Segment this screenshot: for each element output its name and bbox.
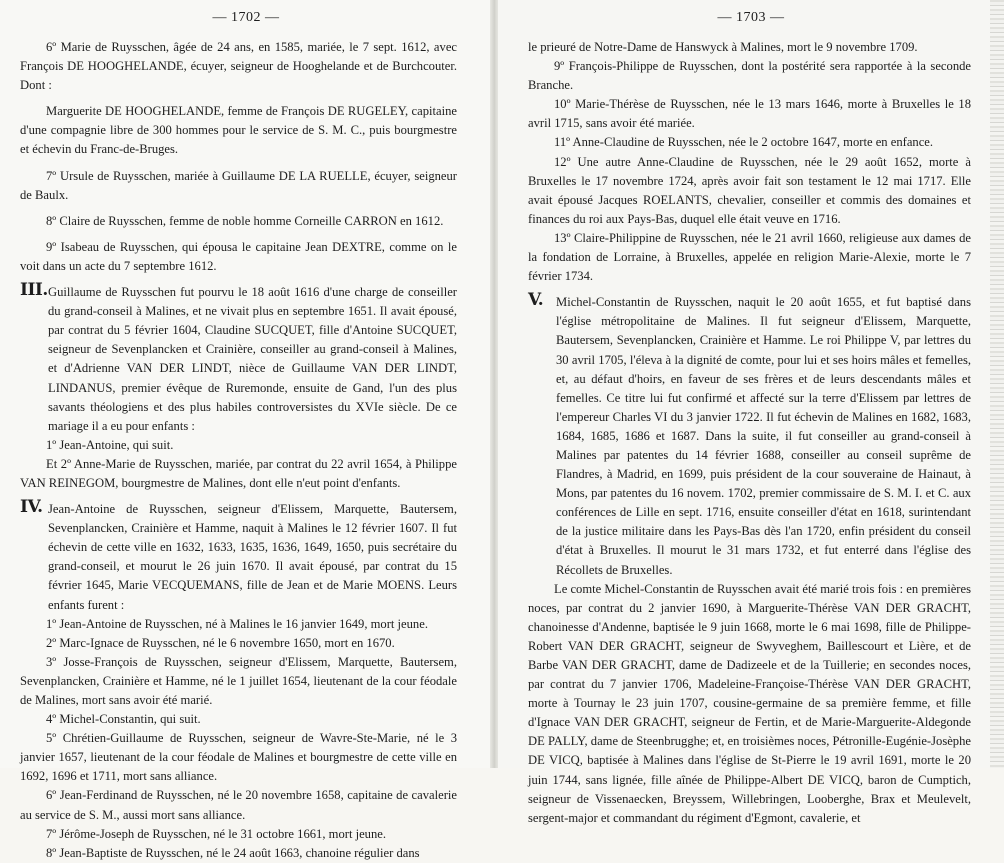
paragraph: Et 2º Anne-Marie de Ruysschen, mariée, par contrat du 22 avril 1654, à Philippe VAN REINEGOM, bourgmestre de Malines, dont elle n'eut point d'enfants. bbox=[20, 456, 457, 490]
generation-number: III. bbox=[20, 280, 48, 301]
paragraph: 9º François-Philippe de Ruysschen, dont la postérité sera rapportée à la seconde Branche. bbox=[528, 59, 971, 93]
paragraph: 9º Isabeau de Ruysschen, qui épousa le capitaine Jean DEXTRE, comme on le voit dans un acte du 7 septembre 1612. bbox=[20, 239, 457, 273]
paragraph: 11º Anne-Claudine de Ruysschen, née le 2 octobre 1647, morte en enfance. bbox=[554, 135, 934, 150]
generation-entry-IV bbox=[20, 497, 457, 615]
paragraph: 7º Ursule de Ruysschen, mariée à Guillaume DE LA RUELLE, écuyer, seigneur de Baulx. bbox=[20, 168, 457, 202]
paragraph: 10º Marie-Thérèse de Ruysschen, née le 13 mars 1646, morte à Bruxelles le 18 avril 1715, sans avoir été mariée. bbox=[528, 97, 971, 131]
left-page-text bbox=[20, 38, 457, 863]
paragraph: 1º Jean-Antoine, qui suit. bbox=[46, 437, 174, 452]
generation-number: V. bbox=[528, 290, 544, 311]
paragraph: le prieuré de Notre-Dame de Hanswyck à Malines, mort le 9 novembre 1709. bbox=[528, 40, 918, 54]
generation-entry-III bbox=[20, 280, 457, 436]
paragraph: 8º Jean-Baptiste de Ruysschen, né le 24 août 1663, chanoine régulier dans bbox=[46, 845, 420, 860]
paragraph: Michel-Constantin de Ruysschen, naquit le 20 août 1655, et fut baptisé dans l'église métropolitaine de Malines. Il fut seigneur d'Elissem, Marquette, Bautersem, Sevenplancken, Crainière et Hamme. Le roi Philippe V, par lettres du 30 avril 1705, l'éleva à la dignité de comte, pour lui et ses hoirs mâles et femelles, et, au défaut d'hoirs, en faveur de ses frères et de leurs descendants mâles et femelles. Ce titre lui fut confirmé et affecté sur la terre d'Elissem par lettres de l'empereur Charles VI du 3 janvier 1722. Il fut échevin de Malines en 1682, 1683, 1684, 1685, 1686 et 1687. Dans la suite, il fut conseiller au grand-conseil à Malines par patentes du 14 février 1688, conseiller au conseil suprême de Flandres, à Madrid, en 1699, puis président de la cour souveraine de Hainaut, à Mons, par patentes du 16 novem. 1702, premier commissaire de S. M. I. et C. aux conférences de Lille en sept. 1716, ensuite conseiller d'état en 1618, surintendant de la justice militaire dans les Pays-Bas dès l'an 1720, enfin président du conseil d'état à Bruxelles. Il mourut le 31 mars 1732, et fut enterré dans l'église des Récollets de Bruxelles. bbox=[556, 295, 971, 577]
paragraph: 1º Jean-Antoine de Ruysschen, né à Malines le 16 janvier 1649, mort jeune. bbox=[46, 616, 428, 631]
paragraph: 6º Jean-Ferdinand de Ruysschen, né le 20 novembre 1658, capitaine de cavalerie au service de S. M., aussi mort sans alliance. bbox=[20, 788, 457, 822]
paragraph: Guillaume de Ruysschen fut pourvu le 18 août 1616 d'une charge de conseiller du grand-conseil à Malines, et ne vivait plus en septembre 1651. Il avait épousé, par contrat du 5 février 1604, Claudine SUCQUET, fille d'Antoine SUCQUET, seigneur de Sevenplancken et Crainière, conseiller au grand-conseil à Malines, et d'Adrienne VAN DER LINDT, nièce de Guillaume VAN DER LINDT, LINDANUS, premier évêque de Ruremonde, ensuite de Gand, l'un des plus savants théologiens et des plus habiles controversistes du XVIe siècle. De ce mariage il a eu pour enfants : bbox=[48, 285, 457, 433]
paragraph: 2º Marc-Ignace de Ruysschen, né le 6 novembre 1650, mort en 1670. bbox=[46, 635, 395, 650]
paragraph: Marguerite DE HOOGHELANDE, femme de François DE RUGELEY, capitaine d'une compagnie libre de 300 hommes pour le service de S. M. C., puis bourgmestre et échevin du Franc-de-Bruges. bbox=[20, 104, 457, 157]
paragraph: 12º Une autre Anne-Claudine de Ruysschen, née le 29 août 1652, morte à Bruxelles le 17 novembre 1724, après avoir fait son testament le 12 mai 1717. Elle avait épousé Jacques ROELANTS, chevalier, conseiller et commis des domaines et finances du roi aux Pays-Bas, duquel elle était veuve en 1716. bbox=[528, 154, 971, 226]
paragraph: 5º Chrétien-Guillaume de Ruysschen, seigneur de Wavre-Ste-Marie, né le 3 janvier 1657, lieutenant de la cour féodale de Malines et bourgmestre de cette ville en 1692, 1696 et 1711, mort sans alliance. bbox=[20, 731, 457, 784]
generation-entry-V bbox=[528, 290, 971, 579]
paragraph: 7º Jérôme-Joseph de Ruysschen, né le 31 octobre 1661, mort jeune. bbox=[46, 826, 387, 841]
paragraph: 8º Claire de Ruysschen, femme de noble homme Corneille CARRON en 1612. bbox=[46, 213, 444, 228]
page-number-1702: — 1702 — bbox=[212, 10, 280, 25]
paragraph: Le comte Michel-Constantin de Ruysschen avait été marié trois fois : en premières noces, par contrat du 2 janvier 1690, à Marguerite-Thérèse VAN DER GRACHT, chanoinesse d'Andenne, baptisée le 9 juin 1668, morte le 6 mai 1698, fille de Philippe-Robert VAN DER GRACHT, seigneur de Swyveghem, Baillescourt et Lière, et de Barbe VAN DER GRACHT, dame de Dadizeele et de la Tuillerie; en secondes noces, par contrat du 7 janvier 1706, Madeleine-Françoise-Thérèse VAN DER GRACHT, morte à Tournay le 23 juin 1707, cousine-germaine de sa première femme, et fille d'Ignace VAN DER GRACHT, seigneur de Fertin, et de Marie-Marguerite-Aldegonde DE PALLY, dame de Steenbrugghe; et, en troisièmes noces, Pétronille-Eugénie-Josèphe DE VICQ, baptisée à Malines dans l'église de St-Pierre le 19 avril 1691, morte le 20 juin 1744, sans lignée, fille aînée de Philippe-Albert DE VICQ, baron de Cumptich, seigneur de Vissenaecken, Breyssem, Willebringen, Looberghe, Brax et Meulevelt, sergent-major et commandant du régiment d'Egmont, cavalerie, et bbox=[528, 581, 971, 825]
generation-number: IV. bbox=[20, 497, 43, 518]
left-page bbox=[0, 0, 492, 860]
page-number-1703: — 1703 — bbox=[717, 10, 785, 25]
paragraph: 6º Marie de Ruysschen, âgée de 24 ans, en 1585, mariée, le 7 sept. 1612, avec François DE HOOGHELANDE, écuyer, seigneur de Hooghelande et de Burchcouter. Dont : bbox=[20, 40, 457, 93]
scanned-page-edge bbox=[990, 0, 1004, 768]
paragraph: Jean-Antoine de Ruysschen, seigneur d'Elissem, Marquette, Bautersem, Sevenplancken, Crainière et Hamme, naquit à Malines le 12 février 1607. Il fut échevin de cette ville en 1632, 1633, 1635, 1636, 1649, 1650, puis secrétaire du grand-conseil, et mourut le 26 juin 1670. Il avait épousé, par contrat du 15 février 1645, Marie VECQUEMANS, fille de Jean et de Marie MOENS. Leurs enfants furent : bbox=[48, 502, 457, 612]
paragraph: 3º Josse-François de Ruysschen, seigneur d'Elissem, Marquette, Bautersem, Sevenplancken, Crainière et Hamme, né le 1 juillet 1654, lieutenant de la cour féodale de Malines, mort sans avoir été marié. bbox=[20, 654, 457, 707]
right-page-text bbox=[528, 38, 971, 828]
paragraph: 13º Claire-Philippine de Ruysschen, née le 21 avril 1660, religieuse aux dames de la fondation de Lorraine, à Bruxelles, appelée en religion Marie-Alexie, morte le 7 février 1734. bbox=[528, 230, 971, 284]
paragraph: 4º Michel-Constantin, qui suit. bbox=[46, 712, 201, 727]
right-page bbox=[498, 0, 1004, 825]
